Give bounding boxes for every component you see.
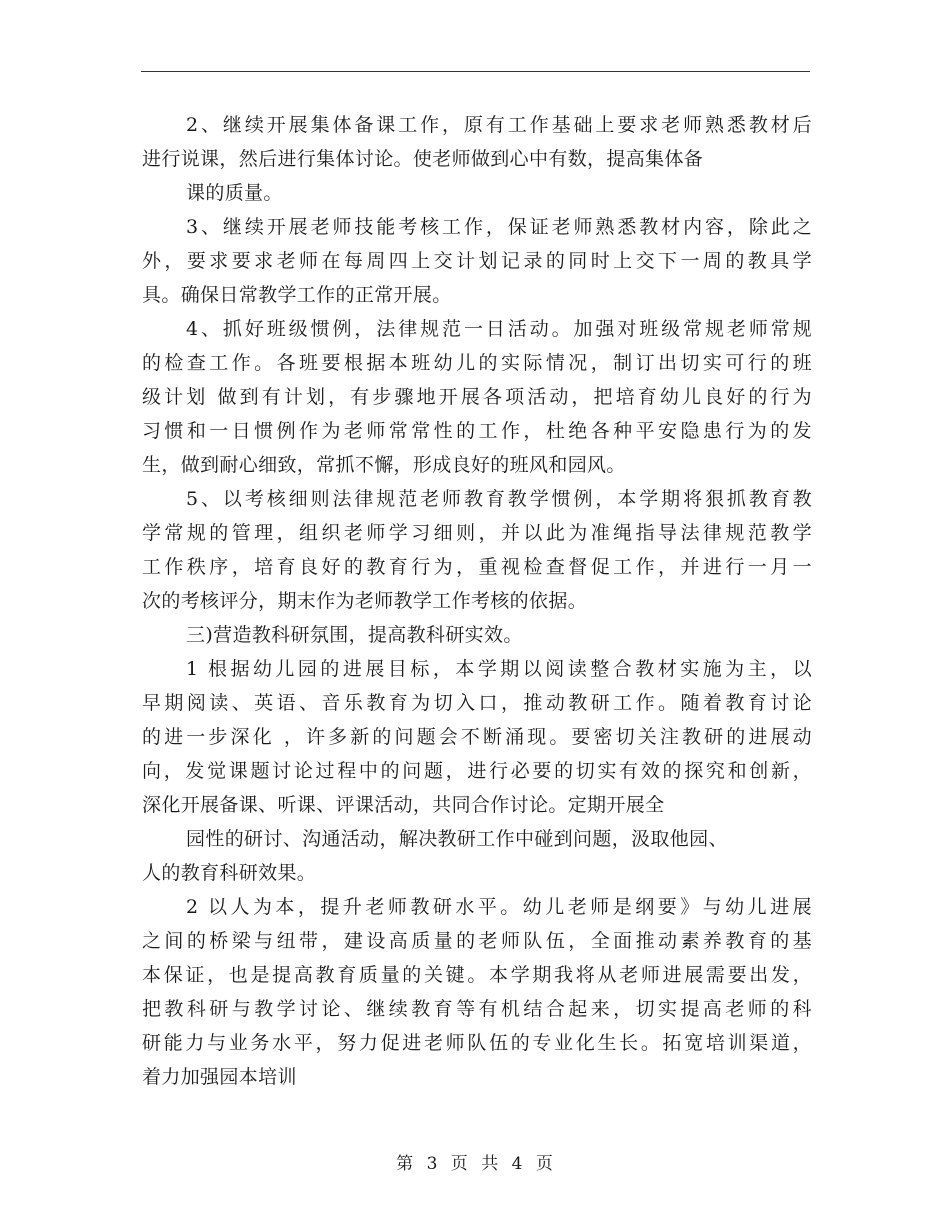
footer-total-pages: 4 [511, 1154, 524, 1174]
text-line: 本保证，也是提高教育质量的关键。本学期我将从老师进展需要出发， [142, 964, 812, 986]
footer-current-page: 3 [426, 1154, 439, 1174]
text-line: 三)营造教科研氛围，提高教科研实效。 [186, 624, 523, 646]
text-line: 5、以考核细则法律规范老师教育教学惯例，本学期将狠抓教育教 [186, 488, 812, 510]
text-line: 深化开展备课、听课、评课活动，共同合作讨论。定期开展全 [142, 794, 665, 816]
footer-page-word: 页 [450, 1154, 469, 1174]
page-footer [0, 1152, 950, 1176]
text-line: 2 以人为本，提升老师教研水平。幼儿老师是纲要》与幼儿进展 [186, 896, 812, 918]
text-line: 级计划 做到有计划，有步骤地开展各项活动，把培育幼儿良好的行为 [142, 386, 812, 408]
text-line: 学常规的管理，组织老师学习细则，并以此为准绳指导法律规范教学 [142, 522, 812, 544]
text-line: 习惯和一日惯例作为老师常常性的工作，杜绝各种平安隐患行为的发 [142, 420, 812, 442]
text-line: 2、继续开展集体备课工作，原有工作基础上要求老师熟悉教材后 [186, 114, 812, 136]
footer-total-word: 共 [481, 1154, 500, 1174]
text-line: 次的考核评分，期末作为老师教学工作考核的依据。 [142, 590, 588, 612]
text-line: 具。确保日常教学工作的正常开展。 [142, 284, 452, 306]
text-line: 的进一步深化 ，许多新的问题会不断涌现。要密切关注教研的进展动 [142, 726, 812, 748]
text-line: 人的教育科研效果。 [142, 862, 317, 884]
document-body [142, 108, 812, 1094]
text-line: 之间的桥梁与纽带，建设高质量的老师队伍，全面推动素养教育的基 [142, 930, 812, 952]
header-rule [141, 71, 810, 72]
text-line: 着力加强园本培训 [142, 1066, 297, 1088]
text-line: 外，要求要求老师在每周四上交计划记录的同时上交下一周的教具学 [142, 250, 812, 272]
text-line: 生，做到耐心细致，常抓不懈，形成良好的班风和园风。 [142, 454, 626, 476]
text-line: 早期阅读、英语、音乐教育为切入口，推动教研工作。随着教育讨论 [142, 692, 812, 714]
text-line: 研能力与业务水平，努力促进老师队伍的专业化生长。拓宽培训渠道， [142, 1032, 812, 1054]
text-line: 3、继续开展老师技能考核工作，保证老师熟悉教材内容，除此之 [186, 216, 812, 238]
text-line: 把教科研与教学讨论、继续教育等有机结合起来，切实提高老师的科 [142, 998, 812, 1020]
text-line: 工作秩序，培育良好的教育行为，重视检查督促工作，并进行一月一 [142, 556, 812, 578]
footer-prefix: 第 [396, 1154, 415, 1174]
text-line: 进行说课，然后进行集体讨论。使老师做到心中有数，提高集体备 [142, 148, 704, 170]
footer-suffix: 页 [535, 1154, 554, 1174]
text-line: 1 根据幼儿园的进展目标，本学期以阅读整合教材实施为主，以 [186, 658, 812, 680]
text-line: 向，发觉课题讨论过程中的问题，进行必要的切实有效的探究和创新， [142, 760, 812, 782]
text-line: 的检查工作。各班要根据本班幼儿的实际情况，制订出切实可行的班 [142, 352, 812, 374]
text-line: 课的质量。 [186, 182, 283, 204]
text-line: 园性的研讨、沟通活动，解决教研工作中碰到问题，汲取他园、 [186, 828, 728, 850]
text-line: 4、抓好班级惯例，法律规范一日活动。加强对班级常规老师常规 [186, 318, 812, 340]
